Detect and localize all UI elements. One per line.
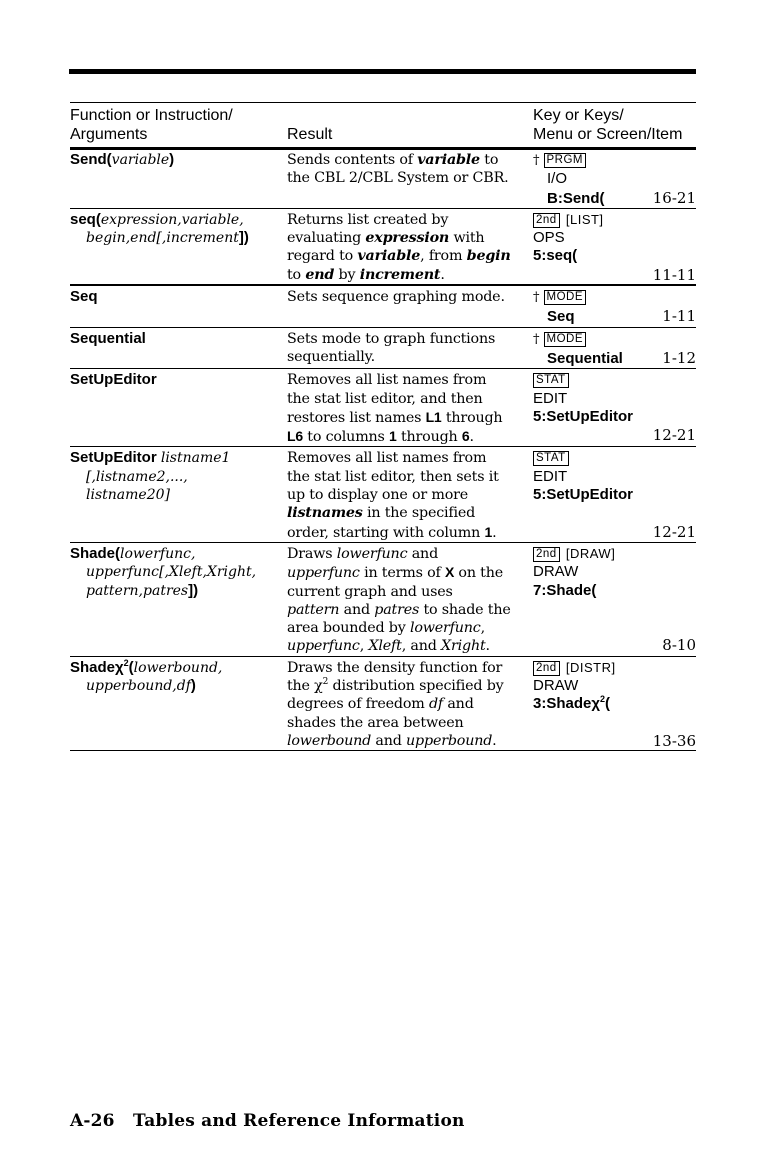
- table-row: [70, 327, 696, 369]
- result-cell: Returns list created by evaluating expression with regard to variable, from begin to end by increment.: [287, 208, 533, 285]
- dagger-icon: †: [533, 290, 540, 306]
- table-row: [70, 208, 696, 285]
- keys-cell: 2nd [DRAW] DRAW 7:Shade( 8-10: [533, 542, 696, 656]
- function-cell: SetUpEditor: [70, 369, 287, 447]
- table-header: [70, 102, 696, 150]
- table-row: [70, 656, 696, 750]
- keys-cell: 2nd [DISTR] DRAW 3:Shadeχ$^2$( 13-36: [533, 656, 696, 750]
- result-cell: Removes all list names from the stat list editor, then sets it up to display one or more listnames in the specified order, starting with column 1.: [287, 447, 533, 542]
- keys-cell: † MODE Seq 1-11: [533, 285, 696, 327]
- page-ref: 1-11: [662, 307, 696, 326]
- keys-cell: STAT EDIT 5:SetUpEditor 12-21: [533, 447, 696, 542]
- stat-key: STAT: [533, 373, 569, 388]
- function-cell: Seq: [70, 285, 287, 327]
- result-cell: Removes all list names from the stat list editor, and then restores list names L1 through L6 to columns 1 through 6.: [287, 369, 533, 447]
- table-row: [70, 369, 696, 447]
- 2nd-key: 2nd: [533, 661, 560, 676]
- result-cell: Sets sequence graphing mode.: [287, 285, 533, 327]
- header-col-keys: Key or Keys/ Menu or Screen/Item: [533, 107, 683, 143]
- result-cell: Sets mode to graph functions sequentially.: [287, 327, 533, 369]
- 2nd-key: 2nd: [533, 547, 560, 562]
- result-cell: Draws the density function for the $\chi^2$ distribution specified by degrees of freedom df and shades the area between lowerbound and upperbound.: [287, 656, 533, 750]
- page-ref: 12-21: [652, 426, 696, 445]
- page-ref: 12-21: [652, 522, 696, 541]
- table-row: [70, 285, 696, 327]
- page-ref: 11-11: [652, 265, 696, 284]
- mode-key: MODE: [544, 290, 587, 305]
- top-rule: [69, 69, 696, 74]
- keys-cell: † MODE Sequential 1-12: [533, 327, 696, 369]
- function-cell: Shade(lowerfunc, upperfunc[,Xleft,Xright, pattern,patres]): [70, 542, 287, 656]
- function-cell: Send(variable): [70, 149, 287, 208]
- function-cell: Sequential: [70, 327, 287, 369]
- page-ref: 16-21: [652, 188, 696, 207]
- page-ref: 1-12: [662, 348, 696, 367]
- keys-cell: STAT EDIT 5:SetUpEditor 12-21: [533, 369, 696, 447]
- header-col-result: Result: [287, 126, 333, 143]
- function-cell: seq(expression,variable, begin,end[,increment]): [70, 208, 287, 285]
- table-row: [70, 149, 696, 208]
- page-footer: A-26 Tables and Reference Information: [70, 1111, 465, 1131]
- dagger-icon: †: [533, 331, 540, 347]
- dagger-icon: †: [533, 153, 540, 168]
- page-ref: 8-10: [662, 636, 696, 655]
- prgm-key: PRGM: [544, 153, 587, 168]
- table-row: [70, 447, 696, 542]
- stat-key: STAT: [533, 451, 569, 466]
- keys-cell: 2nd [LIST] OPS 5:seq( 11-11: [533, 208, 696, 285]
- result-cell: Sends contents of variable to the CBL 2/CBL System or CBR.: [287, 149, 533, 208]
- table-row: [70, 542, 696, 656]
- function-cell: SetUpEditor listname1 [,listname2,..., listname20]: [70, 447, 287, 542]
- reference-table: [70, 149, 696, 751]
- page-ref: 13-36: [652, 731, 696, 750]
- mode-key: MODE: [544, 332, 587, 347]
- header-col-function: Function or Instruction/ Arguments: [70, 107, 233, 143]
- keys-cell: † PRGM I/O B:Send( 16-21: [533, 149, 696, 208]
- result-cell: Draws lowerfunc and upperfunc in terms of X on the current graph and uses pattern and patres to shade the area bounded by lowerfunc, upperfunc, Xleft, and Xright.: [287, 542, 533, 656]
- 2nd-key: 2nd: [533, 213, 560, 228]
- function-cell: Shadeχ$^2$(lowerbound, upperbound,df): [70, 656, 287, 750]
